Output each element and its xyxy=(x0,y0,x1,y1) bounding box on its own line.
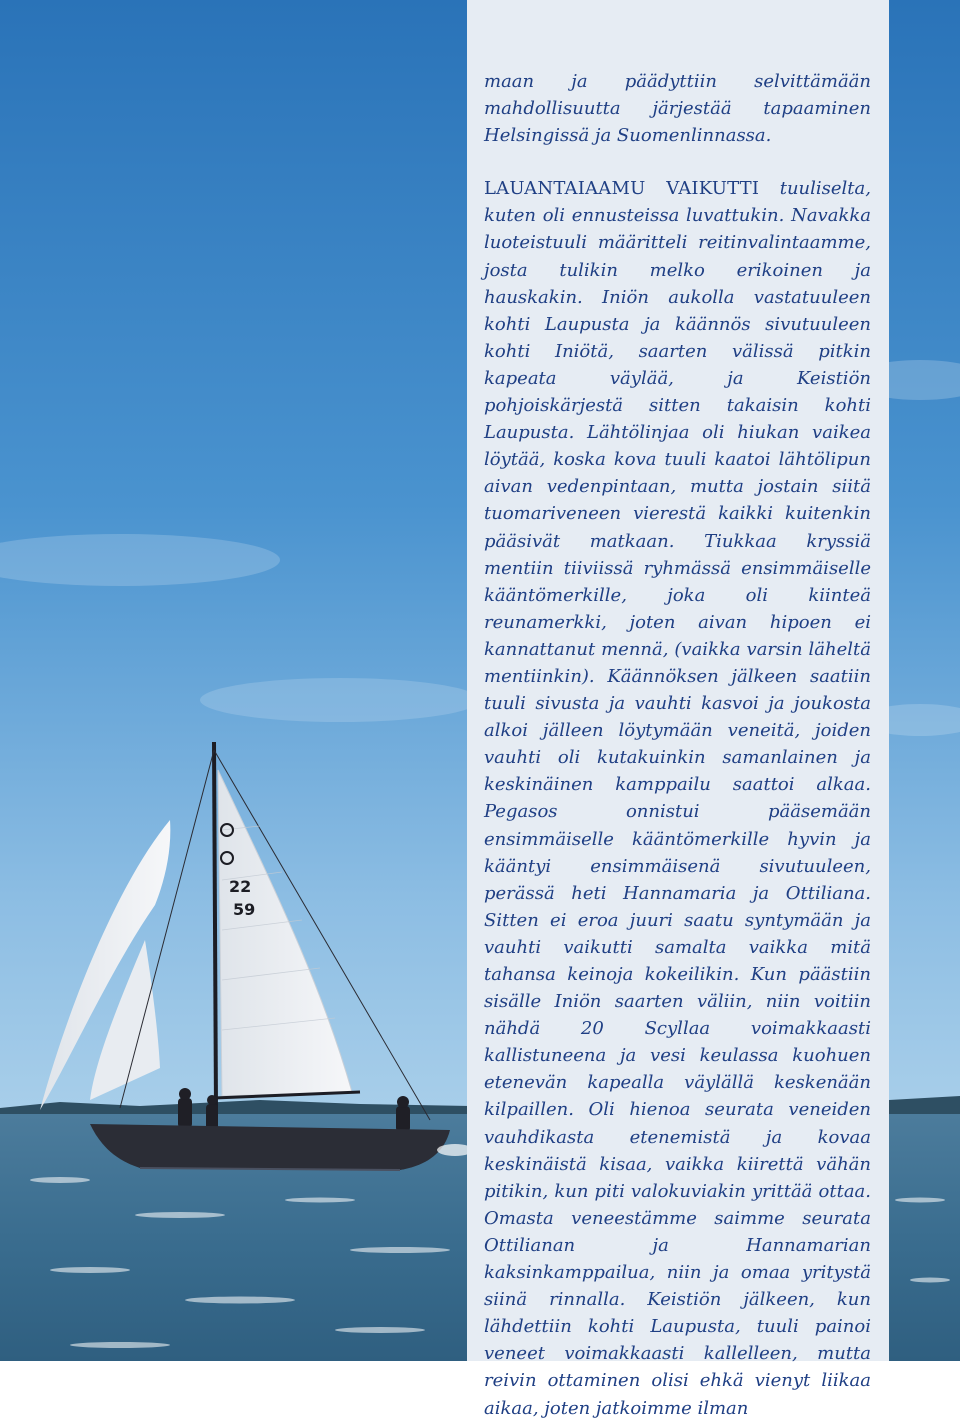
mast xyxy=(214,742,216,1110)
paragraph-body: tuuliselta, kuten oli ennusteissa luvattukin. Navakka luoteistuuli määritteli reitinvalintaamme, josta tulikin melko erikoinen ja hauskakin. Iniön aukolla vastatuuleen kohti Laupusta ja käännös sivutuuleen kohti Iniötä, saarten välissä pitkin kapeata väylää, ja Keistiön pohjoiskärjestä sitten takaisin kohti Laupusta. Lähtölinjaa oli hiukan vaikea löytää, koska kova tuuli kaatoi lähtölipun aivan vedenpintaan, mutta jostain siitä tuomariveneen vierestä kaikki kuitenkin pääsivät matkaan. Tiukkaa kryssiä mentiin tiiviissä ryhmässä ensimmäiselle kääntömerkille, joka oli kiinteä reunamerkki, joten aivan hipoen ei kannattanut mennä, (vaikka varsin läheltä mentiinkin). Käännöksen jälkeen saatiin tuuli sivusta ja vauhti kasvoi ja joukosta alkoi jälleen löytymään veneitä, joiden vauhti oli kutakuinkin samanlainen ja keskinäinen kamppailu saattoi alkaa. Pegasos onnistui pääsemään ensimmäiselle kääntömerkille hyvin ja kääntyi ensimmäisenä sivutuuleen, perässä heti Hannamaria ja Ottiliana. Sitten ei eroa juuri saatu syntymään ja vauhti vaikutti samalta vaikka mitä tahansa keinoja kokeilikin. Kun päästiin sisälle Iniön saarten väliin, niin voitiin nähdä 20 Scyllaa voimakkaasti kallistuneena ja vesi keulassa kuohuen etenevän kapealla väylällä keskenään kilpaillen. Oli hienoa seurata veneiden vauhdikasta etenemistä ja kovaa keskinäistä kisaa, vaikka kiirettä vähän pitikin, kun piti valokuviakin yrittää ottaa. Omasta veneestämme saimme seurata Ottilianan ja Hannamarian kaksinkamppailua, niin ja omaa yritystä siinä rinnalla. Keistiön jälkeen, kun lähdettiin kohti Laupusta, tuuli painoi veneet voimakkaasti kallelleen, mutta reivin ottaminen olisi ehkä vienyt liikaa aikaa, joten jatkoimme ilman xyxy=(484,178,871,1419)
sail-number-bottom: 59 xyxy=(233,900,256,919)
cloud xyxy=(200,678,480,722)
paragraph-lead-caps: LAUANTAIAAMU VAIKUTTI xyxy=(484,178,760,200)
sail-number-top: 22 xyxy=(229,877,252,896)
article-text-panel xyxy=(467,0,889,1419)
hull xyxy=(90,1124,450,1170)
article-paragraph: maan ja päädyttiin selvittämään mahdollisuutta järjestää tapaaminen Helsingissä ja Suomenlinnassa. xyxy=(484,71,871,147)
article-paragraph xyxy=(484,175,871,1421)
